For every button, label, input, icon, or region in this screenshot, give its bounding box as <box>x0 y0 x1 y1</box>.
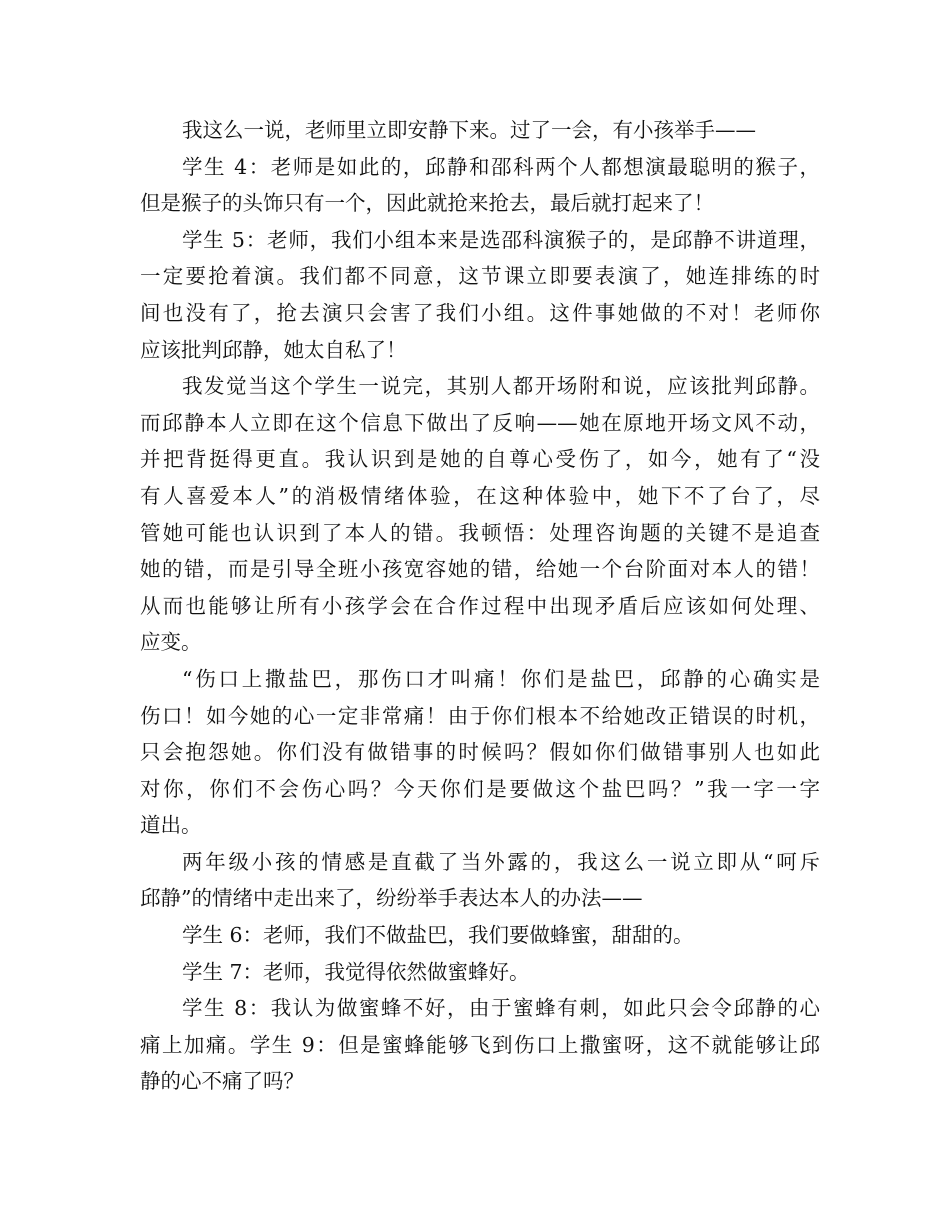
text-line: 痛上加痛。学生 9：但是蜜蜂能够飞到伤口上撒蜜呀，这不就能够让邱 <box>140 1032 820 1057</box>
text-line: 她的错，而是引导全班小孩宽容她的错，给她一个台阶面对本人的错！ <box>140 557 820 582</box>
text-line: 而邱静本人立即在这个信息下做出了反响——她在原地开场文风不动， <box>140 410 820 435</box>
text-line: 有人喜爱本人”的消极情绪体验，在这种体验中，她下不了台了，尽 <box>140 483 820 508</box>
text-line: 应变。 <box>140 630 202 655</box>
text-line: 对你，你们不会伤心吗？今天你们是要做这个盐巴吗？”我一字一字 <box>140 776 820 801</box>
text-line: 伤口！如今她的心一定非常痛！由于你们根本不给她改正错误的时机， <box>140 703 820 728</box>
text-line: 道出。 <box>140 813 202 838</box>
text-line: 管她可能也认识到了本人的错。我顿悟：处理咨询题的关键不是追查 <box>140 520 820 545</box>
text-line: 两年级小孩的情感是直截了当外露的，我这么一说立即从“呵斥 <box>182 849 820 874</box>
text-line: 我发觉当这个学生一说完，其别人都开场附和说，应该批判邱静。 <box>182 374 820 399</box>
text-line: 学生 6：老师，我们不做盐巴，我们要做蜂蜜，甜甜的。 <box>182 923 694 948</box>
text-line: 只会抱怨她。你们没有做错事的时候吗？假如你们做错事别人也如此 <box>140 740 820 765</box>
text-line: 静的心不痛了吗？ <box>140 1069 304 1094</box>
text-line: 学生 4：老师是如此的，邱静和邵科两个人都想演最聪明的猴子， <box>182 154 820 179</box>
body-text <box>140 112 820 1100</box>
text-line: 学生 8：我认为做蜜蜂不好，由于蜜蜂有刺，如此只会令邱静的心 <box>182 996 820 1021</box>
text-line: 应该批判邱静，她太自私了！ <box>140 337 407 362</box>
text-line: 间也没有了，抢去演只会害了我们小组。这件事她做的不对！老师你 <box>140 300 820 325</box>
text-line: 邱静”的情绪中走出来了，纷纷举手表达本人的办法—— <box>140 886 643 911</box>
text-line: 但是猴子的头饰只有一个，因此就抢来抢去，最后就打起来了！ <box>140 191 714 216</box>
text-line: 学生 7：老师，我觉得依然做蜜蜂好。 <box>182 959 530 984</box>
text-line: 学生 5：老师，我们小组本来是选邵科演猴子的，是邱静不讲道理， <box>182 227 820 252</box>
text-line: 从而也能够让所有小孩学会在合作过程中出现矛盾后应该如何处理、 <box>140 593 820 618</box>
text-line: 并把背挺得更直。我认识到是她的自尊心受伤了，如今，她有了“没 <box>140 447 820 472</box>
text-line: 我这么一说，老师里立即安静下来。过了一会，有小孩举手—— <box>182 118 756 142</box>
text-line: “伤口上撒盐巴，那伤口才叫痛！你们是盐巴，邱静的心确实是 <box>182 666 820 691</box>
text-line: 一定要抢着演。我们都不同意，这节课立即要表演了，她连排练的时 <box>140 264 820 289</box>
